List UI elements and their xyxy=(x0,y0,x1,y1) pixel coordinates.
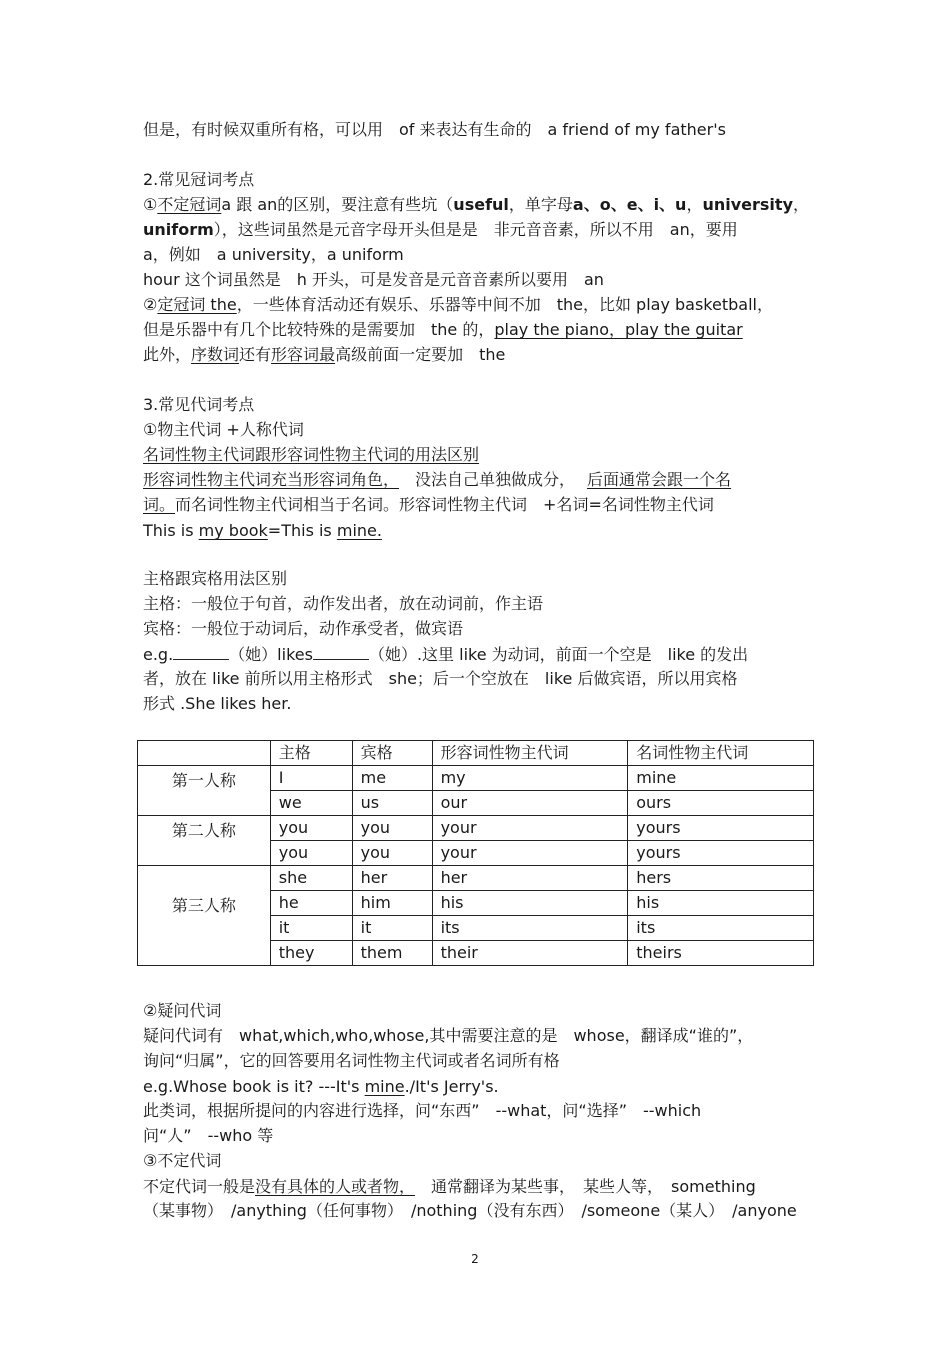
table-cell: me xyxy=(352,766,432,791)
interrogative-heading: ②疑问代词 xyxy=(143,1001,222,1020)
example-line-2: 者，放在 like 前所以用主格形式 she；后一个空放在 like 后做宾语，所以用宾格 xyxy=(143,669,738,688)
interrogative-example xyxy=(143,1077,499,1097)
definite-article-term: 定冠词 the xyxy=(157,295,237,314)
text: e.g.Whose book is it? ---It's xyxy=(143,1077,365,1096)
subject-case-line: 主格：一般位于句首，动作发出者，放在动词前，作主语 xyxy=(143,594,544,613)
definite-article-line-3 xyxy=(143,345,505,365)
text: 但是乐器中有几个比较特殊的是需要加 the 的， xyxy=(143,320,495,339)
table-cell: their xyxy=(432,941,628,966)
table-row xyxy=(138,766,814,791)
text: ， xyxy=(686,195,703,214)
text: ，单字母 xyxy=(508,195,573,214)
text: mine xyxy=(364,1077,405,1096)
possessive-example xyxy=(143,521,382,541)
definite-article-line xyxy=(143,295,773,315)
indefinite-heading: ③不定代词 xyxy=(143,1151,222,1170)
table-cell: her xyxy=(432,866,628,891)
text: 通常翻译为某些事， 某些人等， something xyxy=(431,1177,756,1196)
text: e.g. xyxy=(143,645,174,664)
text: ），这些词虽然是元音字母开头但是是 非元音音素，所以不用 an，要用 xyxy=(213,220,738,239)
person-cell xyxy=(138,866,271,966)
example-line-3: 形式 .She likes her. xyxy=(143,694,292,713)
instrument-examples: play the piano，play the guitar xyxy=(494,320,743,339)
indefinite-line-1 xyxy=(143,1177,756,1197)
person-label: 第三人称 xyxy=(171,895,236,915)
articles-heading: 2.常见冠词考点 xyxy=(143,170,255,189)
text: =This is xyxy=(267,521,337,540)
marker: ② xyxy=(143,295,158,314)
indefinite-article-term: 不定冠词 xyxy=(157,195,222,214)
example-line-1 xyxy=(143,645,748,665)
pronoun-table xyxy=(137,740,814,966)
blank xyxy=(173,645,229,660)
text: 高级前面一定要加 the xyxy=(335,345,506,364)
table-cell: it xyxy=(352,916,432,941)
interrogative-line-1: 疑问代词有 what,which,who,whose,其中需要注意的是 whose，翻译成“谁的”， xyxy=(143,1026,754,1045)
table-cell: her xyxy=(352,866,432,891)
possessive-subheading: ①物主代词 +人称代词 xyxy=(143,420,304,439)
table-header-row xyxy=(138,741,814,766)
text: my book xyxy=(198,521,268,540)
usage-title: 名词性物主代词跟形容词性物主代词的用法区别 xyxy=(143,445,480,464)
table-cell: you xyxy=(352,816,432,841)
text: 没法自己单独做成分， xyxy=(415,470,576,489)
superlative-term: 形容词最 xyxy=(271,345,336,364)
table-cell: him xyxy=(352,891,432,916)
interrogative-line-2: 询问“归属”，它的回答要用名词性物主代词或者名词所有格 xyxy=(143,1051,560,1070)
table-cell: theirs xyxy=(628,941,814,966)
text: 此外， xyxy=(143,345,192,364)
table-cell: ours xyxy=(628,791,814,816)
text: a 跟 an的区别，要注意有些坑（ xyxy=(221,195,454,214)
person-label: 第一人称 xyxy=(171,770,236,790)
table-cell: it xyxy=(270,916,352,941)
person-cell xyxy=(138,816,271,866)
text: 形容词性物主代词 +名词=名词性物主代词 xyxy=(399,495,714,514)
text: （她）likes xyxy=(229,645,313,664)
table-cell: he xyxy=(270,891,352,916)
text: 不定代词一般是 xyxy=(143,1177,256,1196)
table-cell: yours xyxy=(628,816,814,841)
table-cell: you xyxy=(270,841,352,866)
keyword-university: university xyxy=(702,195,793,214)
table-cell: them xyxy=(352,941,432,966)
text: 后面通常会跟一个名 xyxy=(587,470,732,489)
interrogative-line-4: 此类词，根据所提问的内容进行选择，问“东西” --what，问“选择” --which xyxy=(143,1101,702,1120)
table-cell: our xyxy=(432,791,628,816)
header-cell xyxy=(138,741,271,766)
indefinite-article-line-3: a，例如 a university，a uniform xyxy=(143,245,404,264)
person-cell xyxy=(138,766,271,816)
table-row xyxy=(138,816,814,841)
text: mine. xyxy=(336,521,382,540)
text: 形容词性物主代词充当形容词角色， xyxy=(143,470,400,489)
header-cell: 形容词性物主代词 xyxy=(432,741,628,766)
text: 词。 xyxy=(143,495,176,514)
keyword-letters: a、o、e、i、u xyxy=(572,195,687,214)
text: （她）.这里 like 为动词，前面一个空是 like 的发出 xyxy=(368,645,749,664)
definite-article-line-2 xyxy=(143,320,743,340)
text: This is xyxy=(143,521,199,540)
table-cell: his xyxy=(432,891,628,916)
marker: ① xyxy=(143,195,158,214)
table-cell: mine xyxy=(628,766,814,791)
object-case-line: 宾格：一般位于动词后，动作承受者，做宾语 xyxy=(143,619,464,638)
indefinite-article-line xyxy=(143,195,809,215)
keyword-useful: useful xyxy=(453,195,509,214)
text: ./It's Jerry's. xyxy=(404,1077,499,1096)
page-number: 2 xyxy=(471,1252,479,1266)
header-cell: 宾格 xyxy=(352,741,432,766)
indefinite-article-line-4: hour 这个词虽然是 h 开头，可是发音是元音音素所以要用 an xyxy=(143,270,604,289)
text: 还有 xyxy=(239,345,272,364)
usage-line-1 xyxy=(143,470,731,490)
table-cell: you xyxy=(270,816,352,841)
keyword-uniform: uniform xyxy=(143,220,214,239)
intro-line: 但是，有时候双重所有格，可以用 of 来表达有生命的 a friend of my father's xyxy=(143,120,726,139)
text: ，一些体育活动还有娱乐、乐器等中间不加 the，比如 play basketball， xyxy=(236,295,773,314)
table-row xyxy=(138,866,814,891)
table-cell: his xyxy=(628,891,814,916)
text: 而名词性物主代词相当于名词。 xyxy=(175,495,400,514)
table-cell: yours xyxy=(628,841,814,866)
table-cell: we xyxy=(270,791,352,816)
table-cell: your xyxy=(432,841,628,866)
usage-line-2 xyxy=(143,495,714,515)
table-cell: they xyxy=(270,941,352,966)
table-cell: she xyxy=(270,866,352,891)
person-label: 第二人称 xyxy=(171,820,236,840)
table-cell: hers xyxy=(628,866,814,891)
table-cell: my xyxy=(432,766,628,791)
table-cell: I xyxy=(270,766,352,791)
table-cell: your xyxy=(432,816,628,841)
indefinite-article-line-2 xyxy=(143,220,738,240)
interrogative-line-5: 问“人” --who 等 xyxy=(143,1126,274,1145)
indefinite-line-2: （某事物） /anything（任何事物） /nothing（没有东西） /someone（某人） /anyone xyxy=(143,1201,797,1220)
table-cell: its xyxy=(432,916,628,941)
header-cell: 名词性物主代词 xyxy=(628,741,814,766)
header-cell: 主格 xyxy=(270,741,352,766)
ordinal-term: 序数词 xyxy=(191,345,240,364)
table-cell: you xyxy=(352,841,432,866)
text: ， xyxy=(793,195,810,214)
text: 没有具体的人或者物， xyxy=(255,1177,416,1196)
table-cell: us xyxy=(352,791,432,816)
table-cell: its xyxy=(628,916,814,941)
pronouns-heading: 3.常见代词考点 xyxy=(143,395,255,414)
blank xyxy=(313,645,369,660)
case-title: 主格跟宾格用法区别 xyxy=(143,569,288,588)
